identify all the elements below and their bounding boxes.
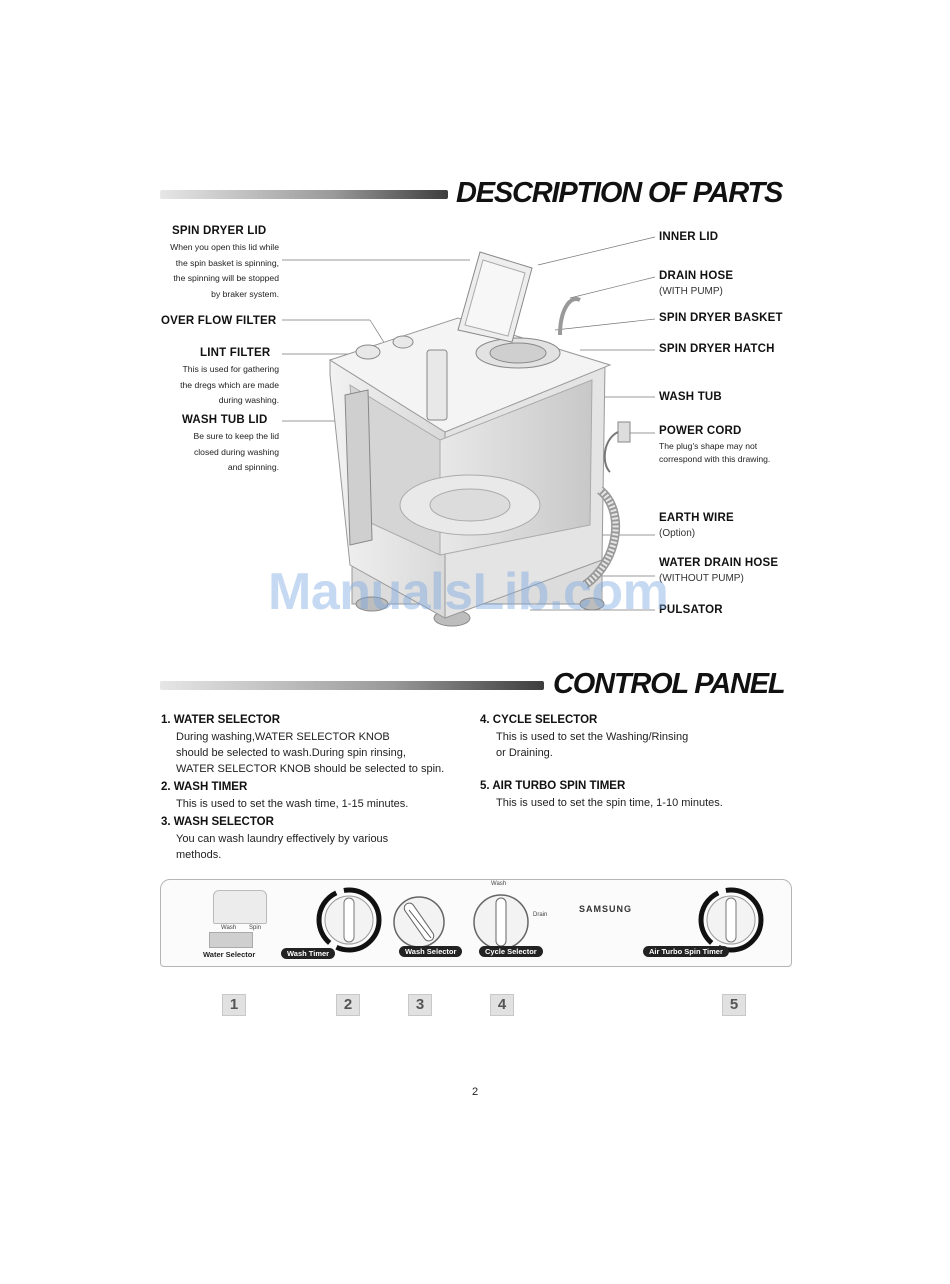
cycle-selector-knob — [474, 895, 528, 949]
control-panel-drawing — [160, 879, 792, 967]
label-earth-wire: EARTH WIRE — [659, 512, 734, 524]
water-spin-label: Spin — [249, 925, 262, 931]
section-title-parts: DESCRIPTION OF PARTS — [456, 177, 783, 209]
control-item-3-title: 3. WASH SELECTOR — [161, 816, 274, 828]
sub-earth-wire: (Option) — [659, 528, 696, 539]
label-power-cord: POWER CORD — [659, 425, 742, 437]
brand-logo: SAMSUNG — [579, 904, 633, 914]
watermark: ManualsLib.com — [268, 563, 669, 621]
sub-water-drain-hose: (WITHOUT PUMP) — [659, 573, 744, 584]
tag-wash-timer: Wash Timer — [281, 948, 335, 959]
wash-selector-knob — [394, 897, 444, 947]
desc-spin-dryer-lid: When you open this lid while the spin basket is spinning, the spinning will be stopped by braker system. — [170, 242, 279, 299]
section-title-control: CONTROL PANEL — [553, 668, 785, 700]
cycle-wash-label: Wash — [491, 881, 507, 887]
label-wash-tub: WASH TUB — [659, 391, 722, 403]
callout-1: 1 — [222, 994, 246, 1016]
label-drain-hose: DRAIN HOSE — [659, 270, 734, 282]
control-item-1-title: 1. WATER SELECTOR — [161, 714, 281, 726]
callout-2: 2 — [336, 994, 360, 1016]
sub-drain-hose: (WITH PUMP) — [659, 286, 723, 297]
label-wash-tub-lid: WASH TUB LID — [182, 414, 268, 426]
desc-lint-filter: This is used for gathering the dregs which are made during washing. — [180, 364, 279, 405]
tag-cycle-selector: Cycle Selector — [479, 946, 543, 957]
control-item-2-text: This is used to set the wash time, 1-15 minutes. — [176, 798, 409, 810]
control-item-3-text: You can wash laundry effectively by various methods. — [176, 833, 389, 861]
label-inner-lid: INNER LID — [659, 231, 719, 243]
section-bar-parts — [160, 190, 448, 199]
label-spin-dryer-lid: SPIN DRYER LID — [172, 225, 267, 237]
label-over-flow-filter: OVER FLOW FILTER — [161, 315, 277, 327]
section-bar-control — [160, 681, 544, 690]
desc-wash-tub-lid: Be sure to keep the lid closed during washing and spinning. — [193, 431, 279, 472]
callout-4: 4 — [490, 994, 514, 1016]
control-item-5-text: This is used to set the spin time, 1-10 minutes. — [496, 797, 723, 809]
callout-3: 3 — [408, 994, 432, 1016]
page-number: 2 — [472, 1086, 479, 1098]
water-wash-label: Wash — [221, 925, 237, 931]
tag-spin-timer: Air Turbo Spin Timer — [643, 946, 729, 957]
control-item-4-text: This is used to set the Washing/Rinsing or Draining. — [496, 731, 689, 759]
control-item-2-title: 2. WASH TIMER — [161, 781, 248, 793]
callout-5: 5 — [722, 994, 746, 1016]
label-spin-dryer-basket: SPIN DRYER BASKET — [659, 312, 783, 324]
wash-timer-knob — [319, 890, 379, 950]
desc-power-cord: The plug's shape may not correspond with this drawing. — [659, 441, 771, 464]
control-item-1-text: During washing,WATER SELECTOR KNOB should be selected to wash.During spin rinsing, WATER SELECTOR KNOB should be selected to spin. — [176, 731, 445, 775]
label-lint-filter: LINT FILTER — [200, 347, 271, 359]
spin-timer-knob — [701, 890, 761, 950]
control-item-4-title: 4. CYCLE SELECTOR — [480, 714, 598, 726]
label-spin-dryer-hatch: SPIN DRYER HATCH — [659, 343, 775, 355]
label-water-drain-hose: WATER DRAIN HOSE — [659, 557, 779, 569]
label-pulsator: PULSATOR — [659, 604, 723, 616]
control-item-5-title: 5. AIR TURBO SPIN TIMER — [480, 780, 626, 792]
tag-water-selector: Water Selector — [203, 950, 256, 959]
cycle-drain-label: Drain — [533, 912, 548, 918]
tag-wash-selector: Wash Selector — [399, 946, 462, 957]
